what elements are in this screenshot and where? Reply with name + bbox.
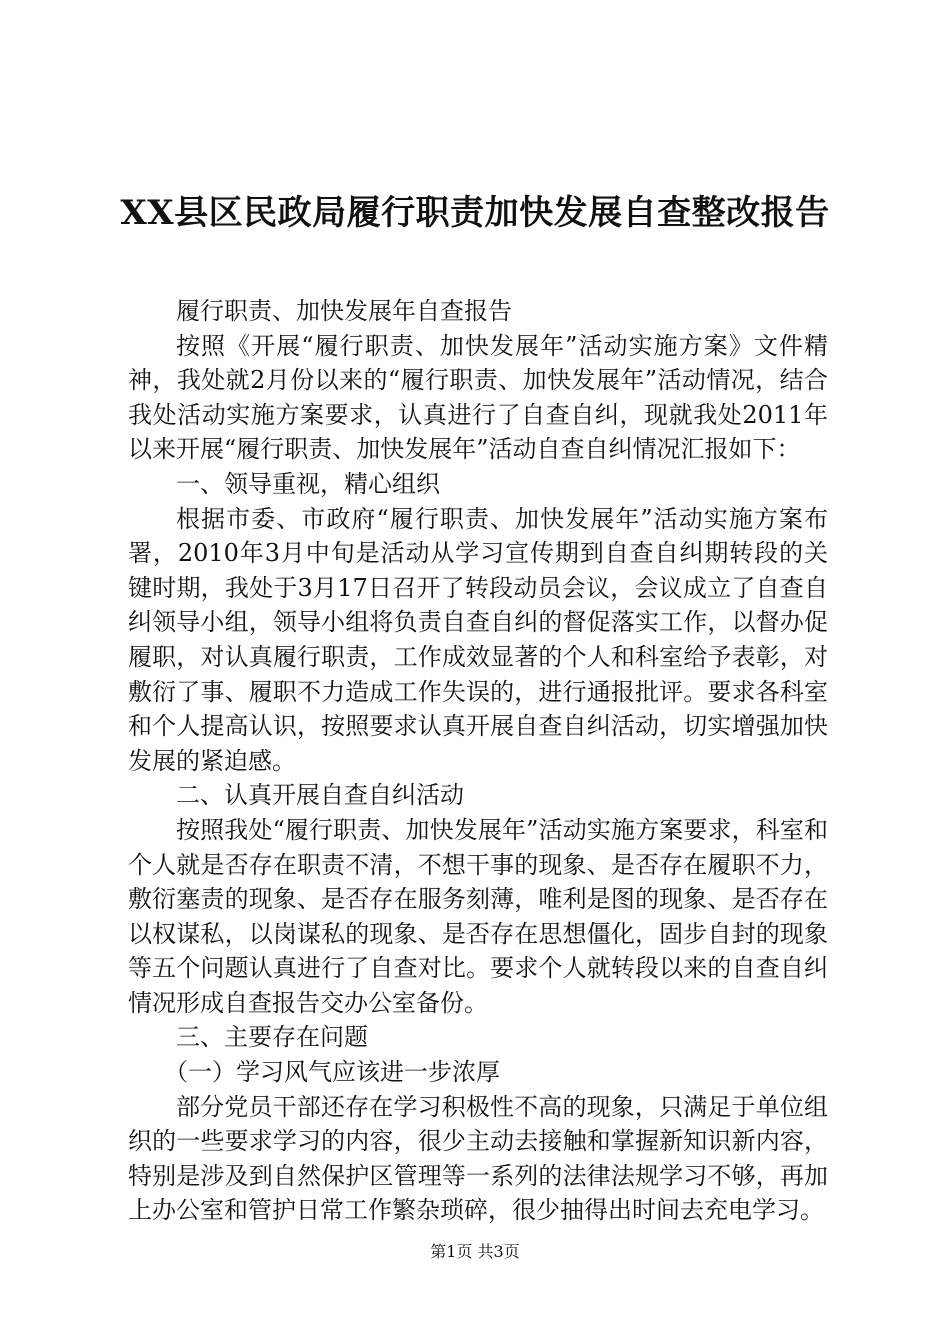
paragraph-intro: 按照《开展“履行职责、加快发展年”活动实施方案》文件精神，我处就2月份以来的“履行职责、加快发展年”活动情况，结合我处活动实施方案要求，认真进行了自查自纠，现就我处2011年以来开展“履行职责、加快发展年”活动自查自纠情况汇报如下： [128,331,828,464]
paragraph-report-name: 履行职责、加快发展年自查报告 [176,297,512,325]
section-heading-3: 三、主要存在问题 [176,1023,368,1052]
subsection-heading-1: （一）学习风气应该进一步浓厚 [164,1058,500,1087]
document-body [128,294,828,1228]
paragraph-section-1: 根据市委、市政府“履行职责、加快发展年”活动实施方案布署，2010年3月中旬是活动从学习宣传期到自查自纠期转段的关键时期，我处于3月17日召开了转段动员会议，会议成立了自查自纠领导小组，领导小组将负责自查自纠的督促落实工作，以督办促履职，对认真履行职责，工作成效显著的个人和科室给予表彰，对敷衍了事、履职不力造成工作失误的，进行通报批评。要求各科室和个人提高认识，按照要求认真开展自查自纠活动，切实增强加快发展的紧迫感。 [128,504,828,775]
section-heading-1: 一、领导重视，精心组织 [176,469,440,498]
page-footer: 第1页 共3页 [430,1242,520,1261]
paragraph-section-2: 按照我处“履行职责、加快发展年”活动实施方案要求，科室和个人就是否存在职责不清，不想干事的现象、是否存在履职不力，敷衍塞责的现象、是否存在服务刻薄，唯利是图的现象、是否存在以权谋私，以岗谋私的现象、是否存在思想僵化，固步自封的现象等五个问题认真进行了自查对比。要求个人就转段以来的自查自纠情况形成自查报告交办公室备份。 [128,815,828,1017]
paragraph-subsection-1: 部分党员干部还存在学习积极性不高的现象，只满足于单位组织的一些要求学习的内容，很少主动去接触和掌握新知识新内容，特别是涉及到自然保护区管理等一系列的法律法规学习不够，再加上办公室和管护日常工作繁杂琐碎，很少抽得出时间去充电学习。 [128,1092,828,1225]
document-title: XX县区民政局履行职责加快发展自查整改报告 [120,193,830,233]
section-heading-2: 二、认真开展自查自纠活动 [176,781,464,810]
